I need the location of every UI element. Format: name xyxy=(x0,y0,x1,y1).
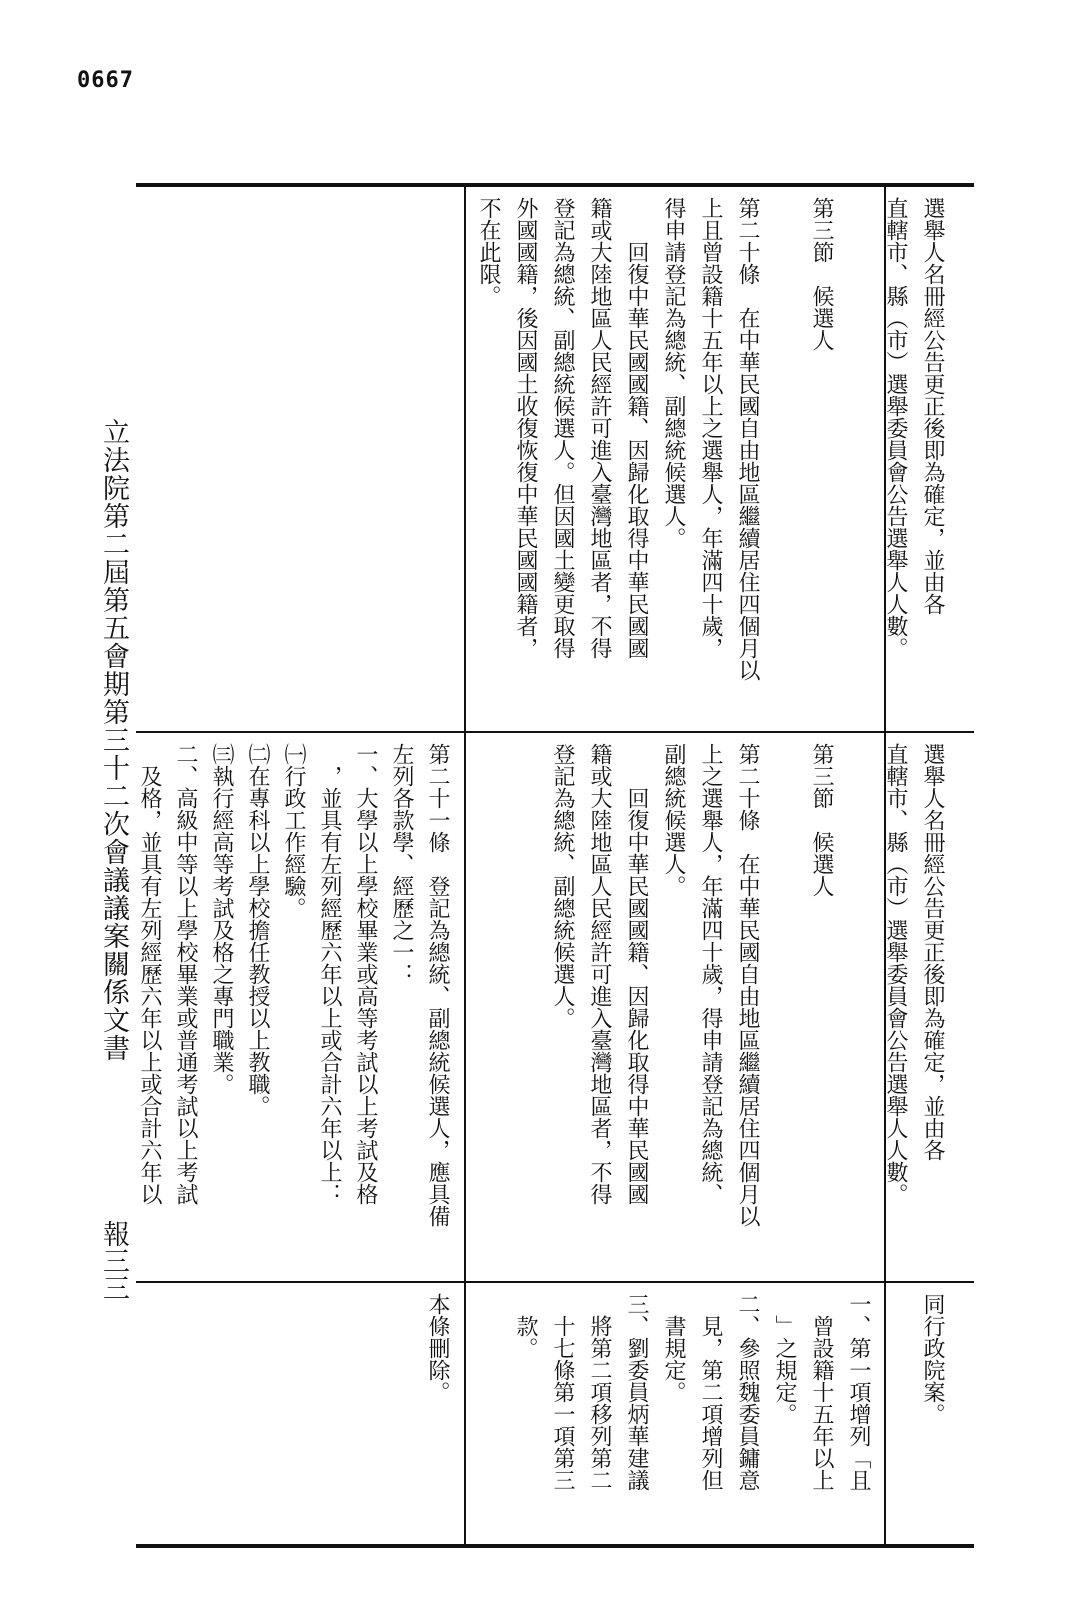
original-text-line: 左列各款學、經歷之一： xyxy=(389,743,414,985)
passed-text-line: 不在此限。 xyxy=(476,197,501,307)
passed-text-line: 上且曾設籍十五年以上之選舉人，年滿四十歲， xyxy=(698,197,723,659)
passed-text-line: 直轄市、縣（市）選舉委員會公告選舉人人數。 xyxy=(883,743,908,1205)
passed-text-line: 登記為總統、副總統候選人。但因國土變更取得 xyxy=(550,197,575,659)
note-text-line: 書規定。 xyxy=(661,1293,686,1403)
note-text-line: 款。 xyxy=(513,1293,538,1359)
page-number: 0667 xyxy=(77,68,134,93)
original-text-line: ㈡在專科以上學校擔任教授以上教職。 xyxy=(245,743,270,1117)
comparison-table xyxy=(136,183,974,1549)
document-header-page-ref: 報三三 xyxy=(98,1220,129,1301)
passed-text-line: 得申請登記為總統、副總統候選人。 xyxy=(661,197,686,549)
passed-text-line: 第二十條 在中華民國自由地區繼續居住四個月以 xyxy=(735,197,760,681)
passed-text-line: 登記為總統、副總統候選人。 xyxy=(550,743,575,1029)
row-bottom-notes-cell xyxy=(466,1283,974,1543)
original-text-line: ㈢執行經高等考試及格之專門職業。 xyxy=(209,743,234,1095)
passed-text-line: 回復中華民國國籍、因歸化取得中華民國國 xyxy=(624,743,649,1205)
row-middle-passed-cell xyxy=(466,733,974,1279)
note-text-line: 一、第一項增列「且 xyxy=(846,1293,871,1491)
passed-text-line: 外國國籍，後因國土收復恢復中華民國國籍者， xyxy=(513,197,538,659)
passed-text-line: 第三節 候選人 xyxy=(809,197,834,351)
passed-text-line: 回復中華民國國籍、因歸化取得中華民國國 xyxy=(624,197,649,659)
passed-text-line: 副總統候選人。 xyxy=(661,743,686,897)
passed-text-line: 第三節 候選人 xyxy=(809,743,834,897)
note-text-line: 十七條第一項第三 xyxy=(550,1293,575,1491)
passed-text-line: 選舉人名冊經公告更正後即為確定，並由各 xyxy=(920,743,945,1161)
passed-text-line: 上之選舉人，年滿四十歲，得申請登記為總統、 xyxy=(698,743,723,1205)
note-text-line: 將第二項移列第二 xyxy=(587,1293,612,1491)
note-text-line: 曾設籍十五年以上 xyxy=(809,1293,834,1491)
original-text-line: ，並具有左列經歷六年以上或合計六年以上： xyxy=(317,743,342,1205)
original-text-line: 及格，並具有左列經歷六年以上或合計六年以 xyxy=(137,743,162,1205)
note-text-line: 同行政院案。 xyxy=(920,1293,945,1425)
original-text-line: 本條刪除。 xyxy=(425,1293,450,1403)
row-middle-original-cell xyxy=(136,733,464,1279)
note-text-line: 見，第二項增列但 xyxy=(698,1293,723,1491)
note-text-line: 三、劉委員炳華建議 xyxy=(624,1293,649,1491)
passed-text-line: 直轄市、縣（市）選舉委員會公告選舉人人數。 xyxy=(883,197,908,659)
original-text-line: 二、高級中等以上學校畢業或普通考試以上考試 xyxy=(173,743,198,1205)
original-text-line: 第二十一條 登記為總統、副總統候選人，應具備 xyxy=(425,743,450,1227)
passed-text-line: 籍或大陸地區人民經許可進入臺灣地區者，不得 xyxy=(587,197,612,659)
row-bottom-original-cell xyxy=(136,1283,464,1543)
passed-text-line: 第二十條 在中華民國自由地區繼續居住四個月以 xyxy=(735,743,760,1227)
original-text-line: ㈠行政工作經驗。 xyxy=(281,743,306,919)
document-header-title: 立法院第二屆第五會期第三十二次會議議案關係文書 xyxy=(98,418,129,1062)
original-text-line: 一、大學以上學校畢業或高等考試以上考試及格 xyxy=(353,743,378,1205)
row-top-passed-cell xyxy=(466,187,974,731)
note-text-line: 二、參照魏委員鏞意 xyxy=(735,1293,760,1491)
note-text-line: 」之規定。 xyxy=(772,1293,797,1425)
table-bottom-rule xyxy=(136,1544,974,1548)
passed-text-line: 選舉人名冊經公告更正後即為確定，並由各 xyxy=(920,197,945,615)
passed-text-line: 籍或大陸地區人民經許可進入臺灣地區者，不得 xyxy=(587,743,612,1205)
